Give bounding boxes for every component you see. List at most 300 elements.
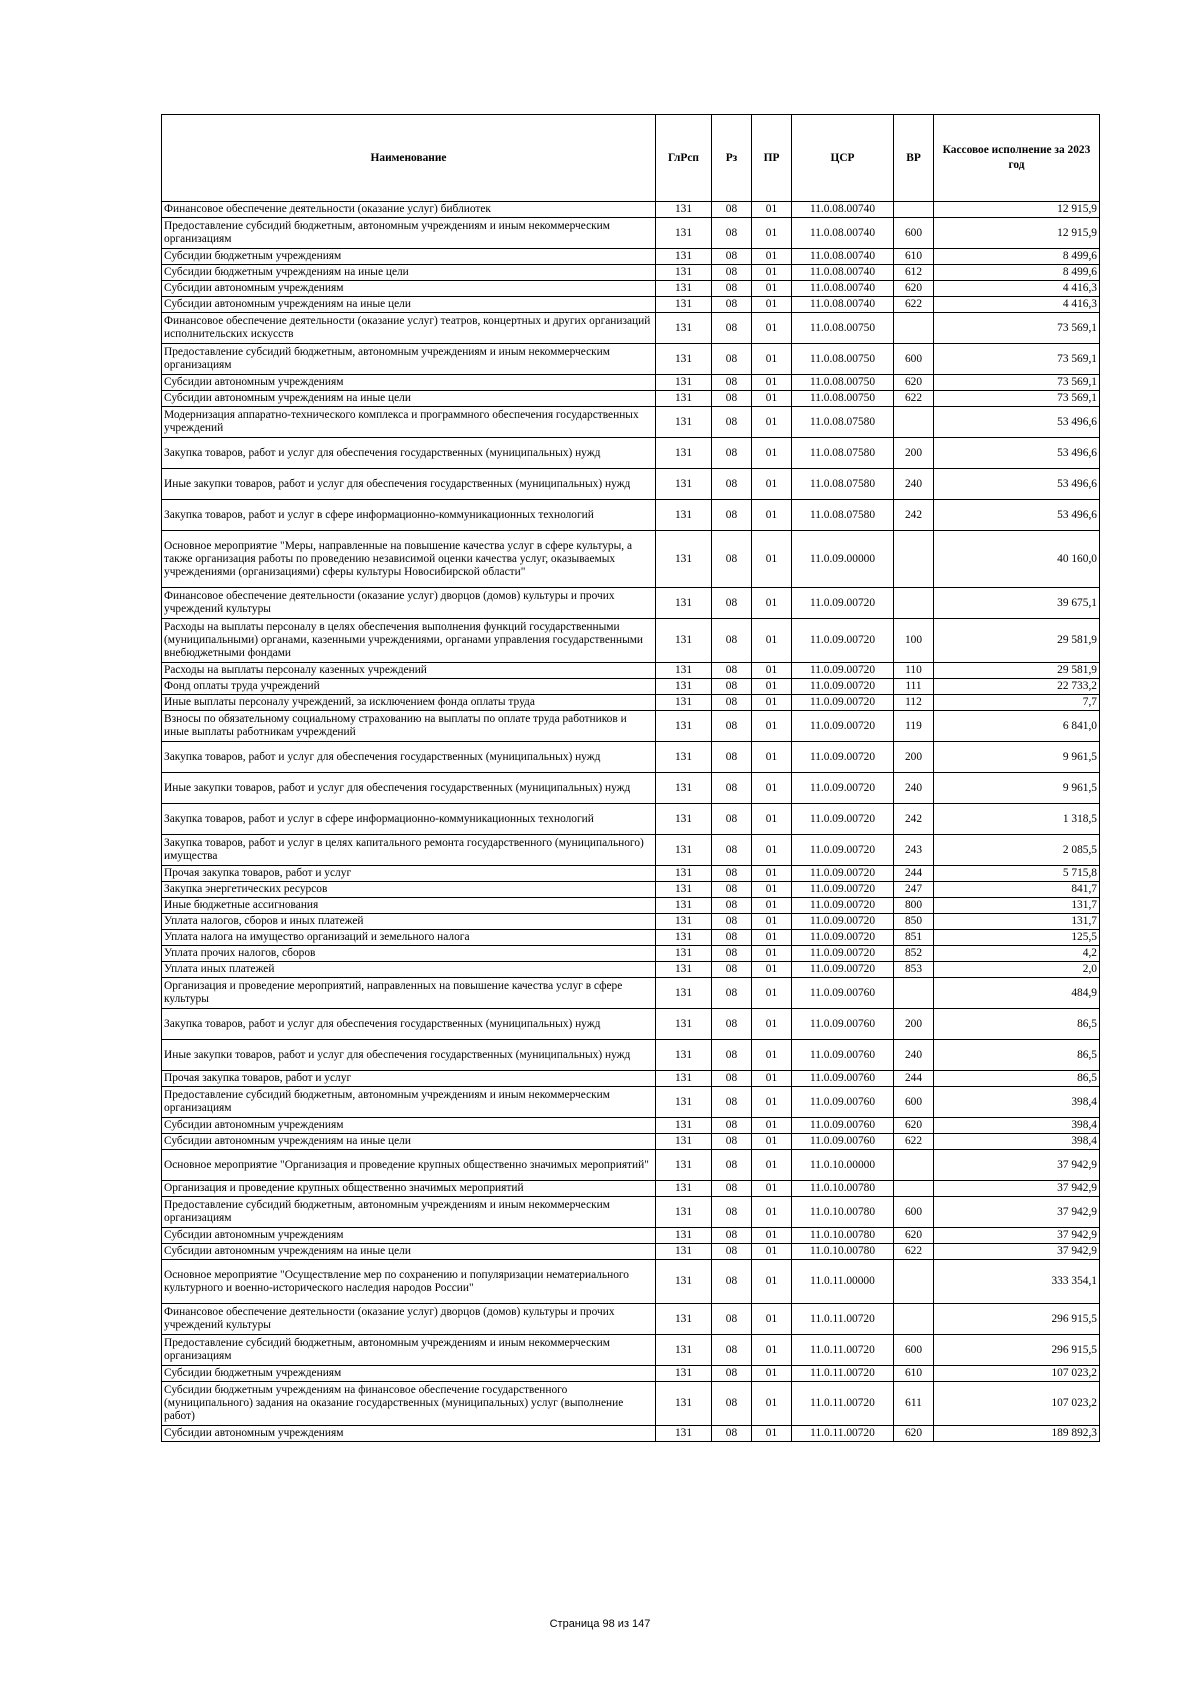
table-row [162,930,1100,946]
cell-rz: 08 [712,866,752,882]
cell-name: Иные закупки товаров, работ и услуг для обеспечения государственных (муниципальных) нужд [162,469,656,500]
cell-glrsp: 131 [656,531,712,588]
cell-amount: 53 496,6 [934,407,1100,438]
table-row [162,679,1100,695]
cell-rz: 08 [712,679,752,695]
cell-rz: 08 [712,249,752,265]
cell-vr: 610 [894,249,934,265]
cell-pr: 01 [752,202,792,218]
cell-amount: 296 915,5 [934,1304,1100,1335]
cell-csr: 11.0.09.00760 [792,978,894,1009]
table-header [162,115,1100,202]
cell-pr: 01 [752,1304,792,1335]
table-row [162,914,1100,930]
cell-csr: 11.0.08.07580 [792,438,894,469]
cell-csr: 11.0.09.00720 [792,962,894,978]
table-row [162,1134,1100,1150]
cell-glrsp: 131 [656,1181,712,1197]
cell-amount: 9 961,5 [934,773,1100,804]
cell-name: Расходы на выплаты персоналу в целях обеспечения выполнения функций государственными (муниципальными) органами, казенными учреждениями, органами управления государственными внебюджетными фондами [162,619,656,663]
cell-amount: 107 023,2 [934,1382,1100,1426]
cell-vr: 100 [894,619,934,663]
cell-amount: 5 715,8 [934,866,1100,882]
table-row [162,265,1100,281]
cell-amount: 131,7 [934,898,1100,914]
table-row [162,1040,1100,1071]
cell-glrsp: 131 [656,1260,712,1304]
cell-rz: 08 [712,1382,752,1426]
cell-amount: 398,4 [934,1134,1100,1150]
cell-csr: 11.0.09.00720 [792,619,894,663]
cell-name: Финансовое обеспечение деятельности (оказание услуг) дворцов (домов) культуры и прочих учреждений культуры [162,1304,656,1335]
cell-vr: 620 [894,1426,934,1442]
cell-rz: 08 [712,1087,752,1118]
cell-glrsp: 131 [656,1228,712,1244]
cell-pr: 01 [752,1118,792,1134]
cell-csr: 11.0.11.00720 [792,1426,894,1442]
cell-name: Предоставление субсидий бюджетным, автономным учреждениям и иным некоммерческим организациям [162,344,656,375]
cell-glrsp: 131 [656,344,712,375]
cell-vr: 244 [894,866,934,882]
table-row [162,804,1100,835]
cell-amount: 398,4 [934,1087,1100,1118]
cell-glrsp: 131 [656,930,712,946]
cell-csr: 11.0.09.00760 [792,1134,894,1150]
cell-glrsp: 131 [656,695,712,711]
cell-name: Закупка товаров, работ и услуг в сфере информационно-коммуникационных технологий [162,804,656,835]
cell-pr: 01 [752,695,792,711]
cell-glrsp: 131 [656,619,712,663]
cell-amount: 73 569,1 [934,375,1100,391]
cell-name: Финансовое обеспечение деятельности (оказание услуг) дворцов (домов) культуры и прочих учреждений культуры [162,588,656,619]
table-row [162,1426,1100,1442]
cell-name: Субсидии бюджетным учреждениям [162,249,656,265]
cell-name: Фонд оплаты труда учреждений [162,679,656,695]
cell-pr: 01 [752,711,792,742]
header-amount: Кассовое исполнение за 2023 год [934,115,1100,202]
cell-glrsp: 131 [656,1335,712,1366]
cell-rz: 08 [712,1181,752,1197]
cell-pr: 01 [752,407,792,438]
cell-name: Расходы на выплаты персоналу казенных учреждений [162,663,656,679]
table-row [162,711,1100,742]
table-row [162,663,1100,679]
cell-vr: 600 [894,1335,934,1366]
cell-name: Предоставление субсидий бюджетным, автономным учреждениям и иным некоммерческим организациям [162,1197,656,1228]
table-row [162,500,1100,531]
cell-pr: 01 [752,375,792,391]
table-row [162,1071,1100,1087]
cell-pr: 01 [752,313,792,344]
cell-rz: 08 [712,773,752,804]
cell-name: Субсидии автономным учреждениям [162,1426,656,1442]
cell-name: Уплата налогов, сборов и иных платежей [162,914,656,930]
cell-rz: 08 [712,742,752,773]
cell-csr: 11.0.09.00720 [792,930,894,946]
cell-name: Субсидии автономным учреждениям [162,375,656,391]
header-name: Наименование [162,115,656,202]
cell-amount: 37 942,9 [934,1228,1100,1244]
cell-pr: 01 [752,391,792,407]
cell-csr: 11.0.08.00740 [792,218,894,249]
cell-csr: 11.0.09.00720 [792,588,894,619]
cell-amount: 398,4 [934,1118,1100,1134]
cell-amount: 53 496,6 [934,438,1100,469]
cell-name: Предоставление субсидий бюджетным, автономным учреждениям и иным некоммерческим организациям [162,218,656,249]
table-row [162,588,1100,619]
cell-vr: 242 [894,804,934,835]
cell-pr: 01 [752,344,792,375]
cell-vr: 110 [894,663,934,679]
cell-pr: 01 [752,297,792,313]
cell-amount: 296 915,5 [934,1335,1100,1366]
cell-pr: 01 [752,218,792,249]
cell-pr: 01 [752,1335,792,1366]
cell-rz: 08 [712,1304,752,1335]
cell-rz: 08 [712,1134,752,1150]
cell-name: Организация и проведение мероприятий, направленных на повышение качества услуг в сфере культуры [162,978,656,1009]
budget-table [161,114,1100,1442]
cell-glrsp: 131 [656,663,712,679]
table-row [162,898,1100,914]
table-row [162,1304,1100,1335]
cell-glrsp: 131 [656,1150,712,1181]
cell-name: Организация и проведение крупных общественно значимых мероприятий [162,1181,656,1197]
cell-name: Прочая закупка товаров, работ и услуг [162,866,656,882]
cell-vr [894,202,934,218]
cell-amount: 73 569,1 [934,313,1100,344]
cell-vr: 620 [894,1228,934,1244]
cell-rz: 08 [712,914,752,930]
cell-vr: 850 [894,914,934,930]
cell-rz: 08 [712,978,752,1009]
cell-glrsp: 131 [656,1134,712,1150]
cell-glrsp: 131 [656,1304,712,1335]
cell-csr: 11.0.11.00720 [792,1304,894,1335]
cell-glrsp: 131 [656,1009,712,1040]
table-row [162,438,1100,469]
cell-name: Субсидии автономным учреждениям [162,1228,656,1244]
cell-glrsp: 131 [656,588,712,619]
table-body [162,202,1100,1442]
cell-vr: 622 [894,1134,934,1150]
cell-amount: 37 942,9 [934,1181,1100,1197]
cell-csr: 11.0.09.00720 [792,866,894,882]
cell-vr: 622 [894,391,934,407]
cell-pr: 01 [752,962,792,978]
cell-rz: 08 [712,804,752,835]
cell-pr: 01 [752,1228,792,1244]
cell-vr: 247 [894,882,934,898]
cell-glrsp: 131 [656,438,712,469]
cell-csr: 11.0.09.00000 [792,531,894,588]
cell-amount: 125,5 [934,930,1100,946]
cell-csr: 11.0.09.00720 [792,946,894,962]
cell-pr: 01 [752,619,792,663]
cell-vr: 200 [894,742,934,773]
cell-amount: 29 581,9 [934,619,1100,663]
cell-name: Иные выплаты персоналу учреждений, за исключением фонда оплаты труда [162,695,656,711]
cell-rz: 08 [712,391,752,407]
cell-glrsp: 131 [656,1087,712,1118]
cell-vr: 600 [894,1197,934,1228]
cell-glrsp: 131 [656,202,712,218]
cell-amount: 8 499,6 [934,265,1100,281]
cell-pr: 01 [752,1366,792,1382]
table-row [162,695,1100,711]
cell-name: Основное мероприятие "Осуществление мер по сохранению и популяризации нематериального культурного и военно-исторического наследия народов России" [162,1260,656,1304]
cell-rz: 08 [712,898,752,914]
cell-vr: 240 [894,469,934,500]
cell-vr: 622 [894,1244,934,1260]
cell-name: Субсидии автономным учреждениям на иные цели [162,391,656,407]
cell-glrsp: 131 [656,1118,712,1134]
cell-vr: 244 [894,1071,934,1087]
cell-amount: 2,0 [934,962,1100,978]
cell-rz: 08 [712,500,752,531]
cell-pr: 01 [752,265,792,281]
table-row [162,313,1100,344]
cell-name: Субсидии автономным учреждениям [162,1118,656,1134]
cell-pr: 01 [752,804,792,835]
cell-pr: 01 [752,742,792,773]
cell-name: Закупка товаров, работ и услуг для обеспечения государственных (муниципальных) нужд [162,438,656,469]
cell-csr: 11.0.09.00720 [792,679,894,695]
cell-amount: 53 496,6 [934,469,1100,500]
cell-vr: 622 [894,297,934,313]
cell-name: Субсидии автономным учреждениям на иные цели [162,297,656,313]
cell-pr: 01 [752,500,792,531]
cell-pr: 01 [752,1260,792,1304]
cell-amount: 4 416,3 [934,297,1100,313]
table-row [162,946,1100,962]
cell-amount: 53 496,6 [934,500,1100,531]
cell-pr: 01 [752,1382,792,1426]
cell-amount: 39 675,1 [934,588,1100,619]
cell-vr [894,1150,934,1181]
cell-pr: 01 [752,281,792,297]
cell-csr: 11.0.10.00000 [792,1150,894,1181]
cell-pr: 01 [752,946,792,962]
cell-name: Уплата прочих налогов, сборов [162,946,656,962]
table-row [162,882,1100,898]
cell-glrsp: 131 [656,1382,712,1426]
cell-rz: 08 [712,265,752,281]
cell-vr [894,1260,934,1304]
cell-rz: 08 [712,711,752,742]
cell-pr: 01 [752,438,792,469]
table-row [162,202,1100,218]
cell-amount: 37 942,9 [934,1150,1100,1181]
cell-name: Иные закупки товаров, работ и услуг для обеспечения государственных (муниципальных) нужд [162,1040,656,1071]
cell-glrsp: 131 [656,407,712,438]
cell-pr: 01 [752,978,792,1009]
cell-glrsp: 131 [656,1244,712,1260]
cell-name: Иные закупки товаров, работ и услуг для обеспечения государственных (муниципальных) нужд [162,773,656,804]
cell-rz: 08 [712,835,752,866]
cell-glrsp: 131 [656,946,712,962]
cell-amount: 29 581,9 [934,663,1100,679]
cell-csr: 11.0.09.00720 [792,835,894,866]
cell-pr: 01 [752,588,792,619]
cell-csr: 11.0.08.00740 [792,202,894,218]
cell-amount: 73 569,1 [934,344,1100,375]
cell-rz: 08 [712,1040,752,1071]
cell-csr: 11.0.09.00720 [792,711,894,742]
cell-name: Закупка товаров, работ и услуг в сфере информационно-коммуникационных технологий [162,500,656,531]
cell-amount: 7,7 [934,695,1100,711]
cell-csr: 11.0.08.00750 [792,344,894,375]
cell-csr: 11.0.09.00720 [792,898,894,914]
cell-name: Предоставление субсидий бюджетным, автономным учреждениям и иным некоммерческим организациям [162,1335,656,1366]
cell-name: Основное мероприятие "Организация и проведение крупных общественно значимых мероприятий" [162,1150,656,1181]
table-row [162,391,1100,407]
cell-vr: 600 [894,1087,934,1118]
cell-glrsp: 131 [656,1366,712,1382]
cell-name: Модернизация аппаратно-технического комплекса и программного обеспечения государственных учреждений [162,407,656,438]
cell-glrsp: 131 [656,375,712,391]
cell-rz: 08 [712,695,752,711]
cell-rz: 08 [712,619,752,663]
cell-glrsp: 131 [656,866,712,882]
cell-rz: 08 [712,313,752,344]
table-row [162,1181,1100,1197]
cell-vr [894,313,934,344]
cell-amount: 37 942,9 [934,1197,1100,1228]
cell-glrsp: 131 [656,391,712,407]
cell-glrsp: 131 [656,978,712,1009]
cell-glrsp: 131 [656,469,712,500]
cell-vr: 200 [894,1009,934,1040]
cell-name: Иные бюджетные ассигнования [162,898,656,914]
cell-amount: 4 416,3 [934,281,1100,297]
header-row [162,115,1100,202]
cell-rz: 08 [712,531,752,588]
cell-glrsp: 131 [656,835,712,866]
table-row [162,1118,1100,1134]
table-row [162,1150,1100,1181]
cell-glrsp: 131 [656,914,712,930]
cell-pr: 01 [752,1426,792,1442]
cell-amount: 4,2 [934,946,1100,962]
cell-rz: 08 [712,281,752,297]
cell-csr: 11.0.08.07580 [792,469,894,500]
table-row [162,742,1100,773]
cell-rz: 08 [712,1335,752,1366]
cell-csr: 11.0.08.00750 [792,313,894,344]
table-row [162,1228,1100,1244]
cell-csr: 11.0.09.00760 [792,1118,894,1134]
page-number: Страница 98 из 147 [549,1618,651,1630]
cell-rz: 08 [712,1009,752,1040]
cell-amount: 189 892,3 [934,1426,1100,1442]
cell-rz: 08 [712,1366,752,1382]
table-row [162,249,1100,265]
cell-vr [894,1181,934,1197]
cell-vr: 611 [894,1382,934,1426]
cell-pr: 01 [752,249,792,265]
cell-vr: 240 [894,773,934,804]
cell-name: Закупка товаров, работ и услуг для обеспечения государственных (муниципальных) нужд [162,1009,656,1040]
cell-amount: 73 569,1 [934,391,1100,407]
cell-rz: 08 [712,663,752,679]
cell-pr: 01 [752,1181,792,1197]
cell-csr: 11.0.08.07580 [792,500,894,531]
cell-amount: 841,7 [934,882,1100,898]
cell-name: Прочая закупка товаров, работ и услуг [162,1071,656,1087]
cell-vr: 851 [894,930,934,946]
cell-vr: 119 [894,711,934,742]
cell-csr: 11.0.09.00720 [792,773,894,804]
cell-csr: 11.0.09.00760 [792,1040,894,1071]
cell-amount: 131,7 [934,914,1100,930]
header-glrsp: ГлРсп [656,115,712,202]
cell-vr: 620 [894,281,934,297]
cell-csr: 11.0.10.00780 [792,1244,894,1260]
cell-amount: 333 354,1 [934,1260,1100,1304]
cell-csr: 11.0.09.00720 [792,804,894,835]
table-row [162,344,1100,375]
cell-amount: 86,5 [934,1071,1100,1087]
cell-glrsp: 131 [656,962,712,978]
cell-pr: 01 [752,679,792,695]
table-row [162,469,1100,500]
table-row [162,297,1100,313]
cell-name: Субсидии бюджетным учреждениям на иные цели [162,265,656,281]
cell-csr: 11.0.08.00740 [792,281,894,297]
cell-pr: 01 [752,835,792,866]
cell-csr: 11.0.09.00760 [792,1087,894,1118]
cell-name: Субсидии автономным учреждениям [162,281,656,297]
cell-amount: 12 915,9 [934,202,1100,218]
header-pr: ПР [752,115,792,202]
cell-name: Уплата налога на имущество организаций и земельного налога [162,930,656,946]
cell-csr: 11.0.08.00740 [792,265,894,281]
cell-csr: 11.0.10.00780 [792,1197,894,1228]
cell-pr: 01 [752,1134,792,1150]
cell-amount: 37 942,9 [934,1244,1100,1260]
cell-rz: 08 [712,1244,752,1260]
cell-pr: 01 [752,469,792,500]
cell-rz: 08 [712,946,752,962]
table-row [162,1087,1100,1118]
table-row [162,1009,1100,1040]
cell-csr: 11.0.11.00720 [792,1335,894,1366]
cell-rz: 08 [712,1260,752,1304]
cell-amount: 22 733,2 [934,679,1100,695]
cell-glrsp: 131 [656,711,712,742]
cell-amount: 484,9 [934,978,1100,1009]
cell-glrsp: 131 [656,679,712,695]
cell-csr: 11.0.10.00780 [792,1228,894,1244]
cell-rz: 08 [712,588,752,619]
cell-vr: 200 [894,438,934,469]
cell-csr: 11.0.11.00720 [792,1382,894,1426]
table-row [162,281,1100,297]
cell-csr: 11.0.11.00000 [792,1260,894,1304]
cell-csr: 11.0.09.00720 [792,882,894,898]
cell-pr: 01 [752,1040,792,1071]
cell-rz: 08 [712,202,752,218]
header-csr: ЦСР [792,115,894,202]
cell-vr [894,1304,934,1335]
cell-vr: 853 [894,962,934,978]
cell-rz: 08 [712,469,752,500]
cell-name: Закупка товаров, работ и услуг для обеспечения государственных (муниципальных) нужд [162,742,656,773]
cell-amount: 1 318,5 [934,804,1100,835]
cell-glrsp: 131 [656,773,712,804]
cell-glrsp: 131 [656,313,712,344]
